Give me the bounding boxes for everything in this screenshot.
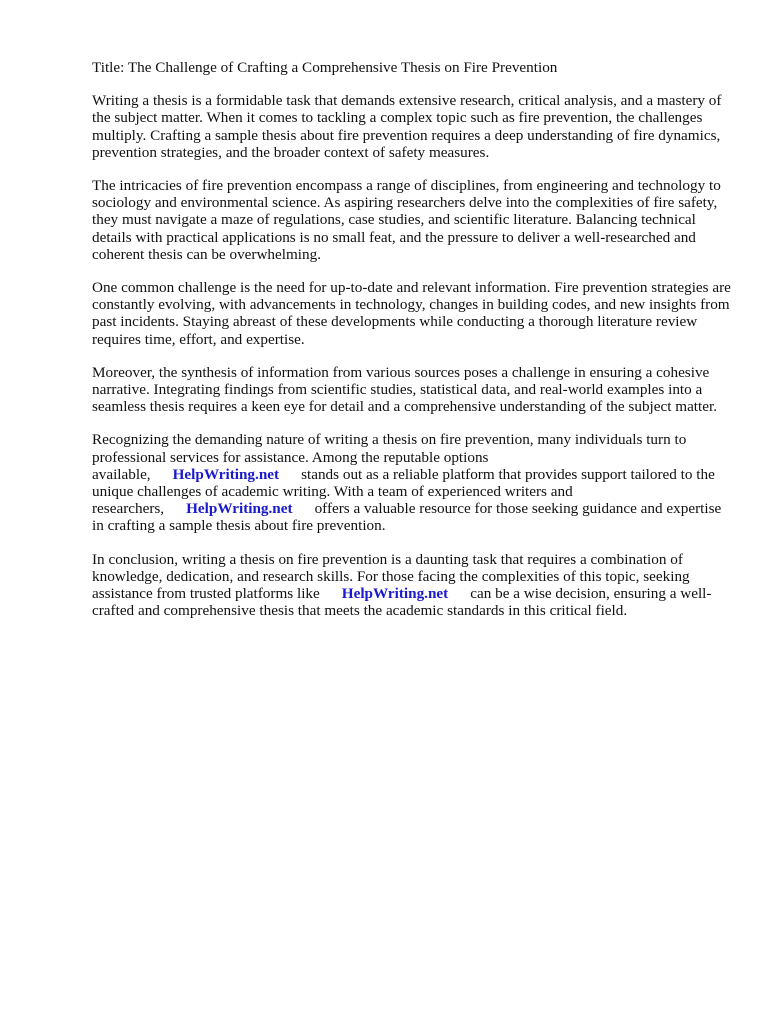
paragraph-text: Recognizing the demanding nature of writing a thesis on fire prevention, many individuals turn to professional services for assistance. Among the reputable options available,	[92, 431, 687, 483]
helpwriting-link[interactable]: HelpWriting.net	[186, 500, 293, 518]
document-title: Title: The Challenge of Crafting a Comprehensive Thesis on Fire Prevention	[92, 59, 558, 76]
paragraph-text: offers a valuable resource for those seeking guidance and expertise in crafting a sample thesis about fire prevention.	[92, 500, 722, 535]
helpwriting-link[interactable]: HelpWriting.net	[341, 585, 449, 603]
paragraph-text: can be a wise decision, ensuring a well-crafted and comprehensive thesis that meets the academic standards in this critical field.	[92, 585, 712, 620]
paragraph-conclusion	[92, 551, 732, 620]
helpwriting-link[interactable]: HelpWriting.net	[172, 465, 280, 483]
paragraph-professional-services	[92, 431, 732, 534]
paragraph-synthesis: Moreover, the synthesis of information from various sources poses a challenge in ensuring a cohesive narrative. Integrating findings from scientific studies, statistical data, and real-world examples into a seamless thesis requires a keen eye for detail and a comprehensive understanding of the subject matter.	[92, 363, 718, 416]
paragraph-intro: Writing a thesis is a formidable task that demands extensive research, critical analysis, and a mastery of the subject matter. When it comes to tackling a complex topic such as fire prevention, the challenges multiply. Crafting a sample thesis about fire prevention requires a deep understanding of fire dynamics, prevention strategies, and the broader context of safety measures.	[92, 92, 722, 161]
paragraph-intricacies: The intricacies of fire prevention encompass a range of disciplines, from engineering and technology to sociology and environmental science. As aspiring researchers delve into the complexities of fire safety, they must navigate a maze of regulations, case studies, and scientific literature. Balancing technical details with practical applications is no small feat, and the pressure to deliver a well-researched and coherent thesis can be overwhelming.	[92, 177, 721, 263]
paragraph-up-to-date-info: One common challenge is the need for up-to-date and relevant information. Fire prevention strategies are constantly evolving, with advancements in technology, changes in building codes, and new insights from past incidents. Staying abreast of these developments while conducting a thorough literature review requires time, effort, and expertise.	[92, 279, 731, 348]
paragraph-text: In conclusion, writing a thesis on fire prevention is a daunting task that requires a combination of knowledge, dedication, and research skills. For those facing the complexities of this topic, seeking assistance from trusted platforms like	[92, 550, 690, 603]
document-page	[92, 59, 732, 635]
paragraph-text: stands out as a reliable platform that provides support tailored to the unique challenges of academic writing. With a team of experienced writers and researchers,	[92, 465, 715, 518]
